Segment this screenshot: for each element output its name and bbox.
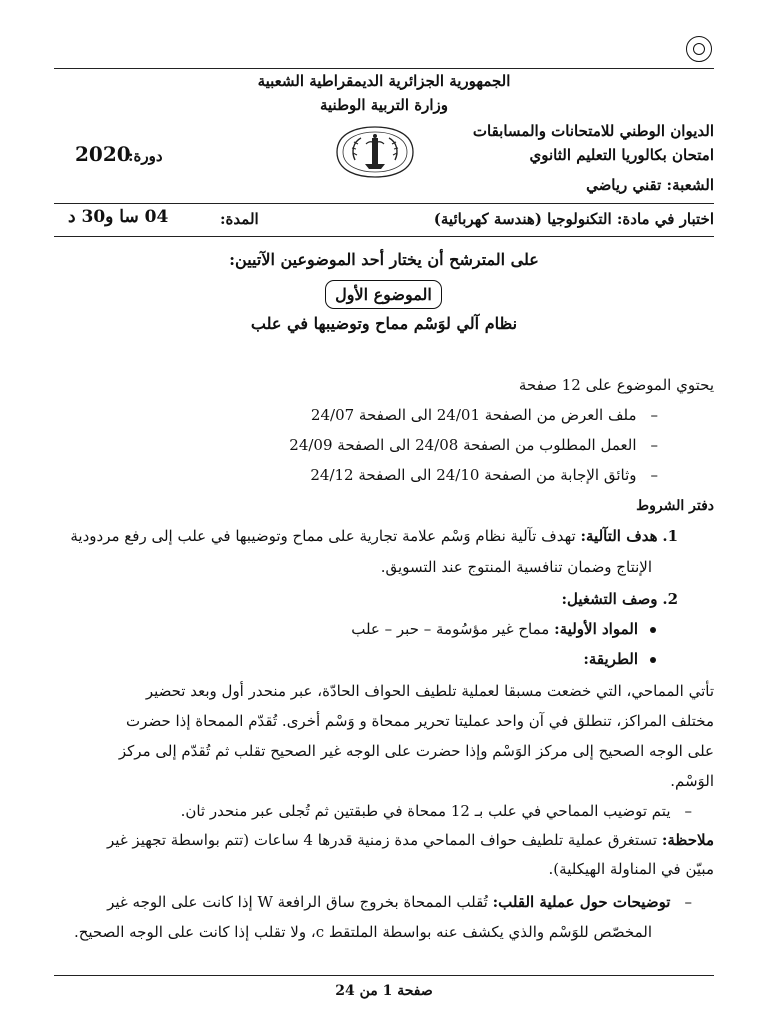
session-label: دورة: (128, 147, 163, 165)
dash-bullet: – (684, 802, 692, 820)
instructions: على المترشح أن يختار أحد الموضوعين الآتيين: (229, 250, 539, 269)
bullet-dot (650, 627, 656, 633)
header-bottom-rule (54, 236, 714, 237)
spec-title: دفتر الشروط (636, 498, 714, 514)
list-item: –ملف العرض من الصفحة 24/01 الى الصفحة 24/07 (310, 406, 658, 424)
page-number: صفحة 1 من 24 (335, 983, 433, 999)
method-line (583, 650, 656, 668)
dash-bullet: – (650, 436, 658, 454)
dash-bullet: – (684, 893, 692, 911)
subject-line: اختبار في مادة: التكنولوجيا (هندسة كهربائية) (433, 210, 714, 228)
stream-label: الشعبة: تقني رياضي (586, 176, 714, 194)
paragraph-line: على الوجه الصحيح إلى مركز الوَسْم وإذا حضرت على الوجه غير الصحيح تقلب ثم تُقدّم إلى مركز (118, 742, 714, 760)
paragraph-line: الوَسْم. (670, 772, 714, 790)
republic-title: الجمهورية الجزائرية الديمقراطية الشعبية (257, 72, 511, 90)
duration-value: 04 سا و30 د (68, 207, 169, 227)
exam-name: امتحان بكالوريا التعليم الثانوي (529, 146, 714, 164)
topic-label: الموضوع الأول (335, 285, 432, 304)
flip-line1 (107, 893, 692, 911)
materials-text: مماح غير مؤسُومة – حبر – علب (351, 620, 550, 638)
session-year: 2020 (75, 142, 131, 166)
header-top-rule (54, 68, 714, 69)
materials-line (351, 620, 656, 638)
materials-label: المواد الأولية: (554, 620, 638, 638)
duration-label: المدة: (220, 210, 259, 228)
ministry-title: وزارة التربية الوطنية (319, 96, 448, 114)
note-text: تستغرق عملية تلطيف حواف المماحي مدة زمنية قدرها 4 ساعات (تتم بواسطة تجهيز غير (107, 831, 658, 849)
note-line1 (107, 831, 714, 849)
bullet-dot (650, 657, 656, 663)
note-label: ملاحظة: (661, 831, 714, 849)
double-circle-icon (686, 36, 712, 62)
flip-label: توضيحات حول عملية القلب: (492, 893, 671, 911)
header-middle-rule (54, 203, 714, 204)
section1-line1 (70, 527, 678, 545)
flip-text: تُقلب الممحاة بخروج ساق الرافعة W إذا كانت على الوجه غير (107, 893, 488, 911)
section1-heading: هدف التآلية: (580, 527, 658, 545)
paragraph-line: تأتي المماحي، التي خضعت مسبقا لعملية تلطيف الحواف الحادّة، عبر منحدر أول وبعد تحضير (145, 682, 714, 700)
dash-bullet: – (650, 466, 658, 484)
topic-title: نظام آلي لوَسْم مماح وتوضيبها في علب (250, 314, 518, 333)
office-name: الديوان الوطني للامتحانات والمسابقات (472, 122, 714, 140)
dash-bullet: – (650, 406, 658, 424)
ministry-emblem (329, 124, 421, 180)
section1-text: تهدف تآلية نظام وَسْم علامة تجارية على مماح وتوضيبها في علب إلى رفع مردودية (70, 527, 576, 545)
section2-header (562, 590, 679, 608)
topic-label-box (325, 280, 442, 309)
section1-line2: الإنتاج وضمان تنافسية المنتوج عند التسويق. (380, 558, 652, 576)
list-item: –العمل المطلوب من الصفحة 24/08 الى الصفحة 24/09 (289, 436, 658, 454)
contents-intro: يحتوي الموضوع على 12 صفحة (518, 376, 714, 394)
section2-heading: وصف التشغيل: (561, 590, 658, 608)
section1-number: 1. (662, 527, 678, 545)
footer-rule (54, 975, 714, 976)
packing-line: –يتم توضيب المماحي في علب بـ 12 ممحاة في طبقتين ثم تُجلى عبر منحدر ثان. (180, 802, 692, 820)
section2-number: 2. (662, 590, 678, 608)
method-label: الطريقة: (583, 650, 638, 668)
list-item: –وثائق الإجابة من الصفحة 24/10 الى الصفحة 24/12 (310, 466, 658, 484)
note-line2: مبيّن في المناولة الهيكلية). (548, 860, 714, 878)
flip-line2: المخصّص للوَسْم والذي يكشف عنه بواسطة الملتقط c، ولا تقلب إذا كانت على الوجه الصحيح. (73, 923, 652, 941)
paragraph-line: مختلف المراكز، تنطلق في آن واحد عمليتا تحرير ممحاة و وَسْم أخرى. تُقدّم الممحاة إذا حضرت (126, 712, 714, 730)
